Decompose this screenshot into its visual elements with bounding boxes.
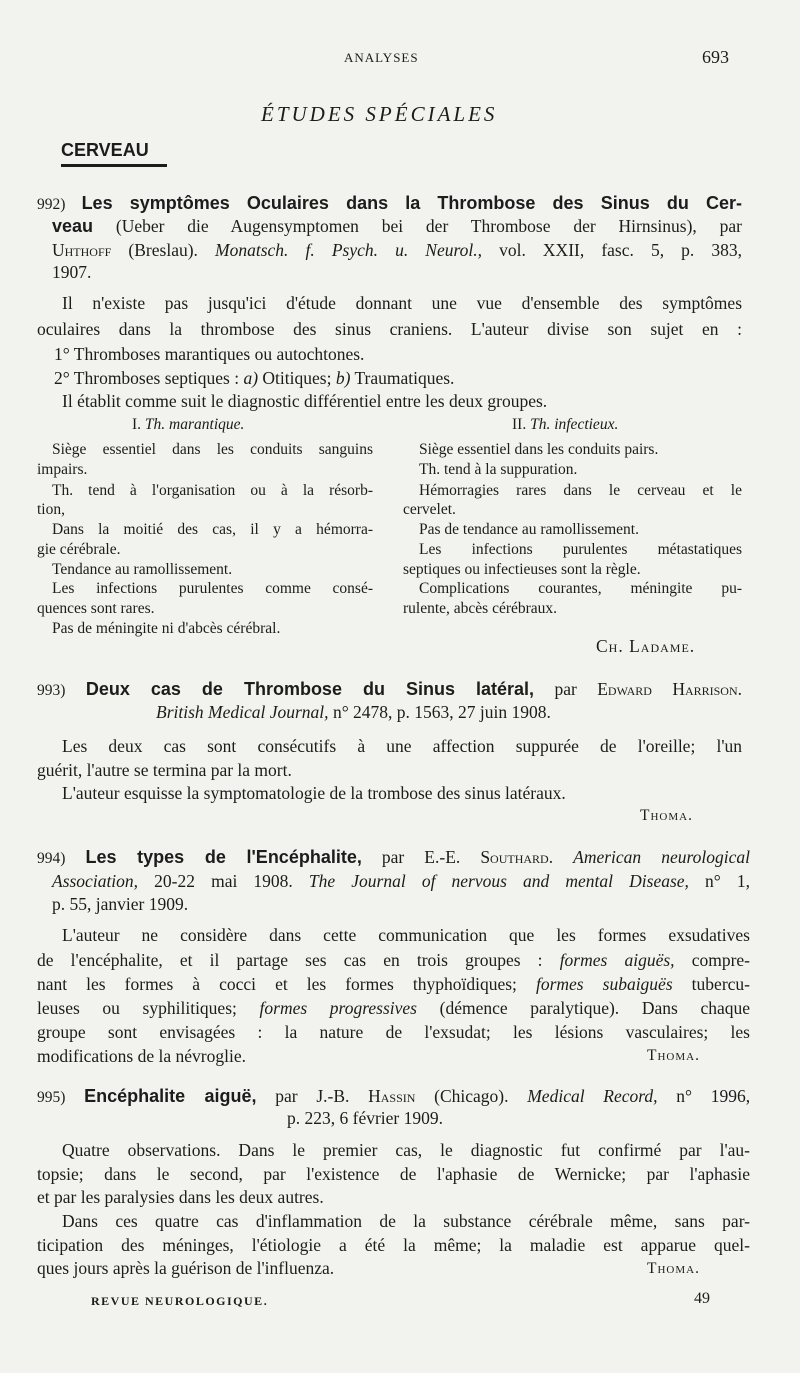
column-2-heading: II. Th. infectieux. [512,416,619,433]
article-995-text-line3: et par les paralysies dans les deux autres. [37,1187,324,1207]
column-2-line: Les infections purulentes métastatiques [419,541,742,558]
article-994-number: 994) [37,850,66,867]
footer-journal: REVUE NEUROLOGIQUE. [91,1294,269,1308]
running-title: ANALYSES [344,50,419,65]
article-994-journal: American neurological [573,847,751,867]
article-994-author: Southard. [480,847,554,867]
article-994-text-line3: nant les formes à cocci et les formes thyphoïdiques; formes subaiguës tubercu- [37,974,750,994]
article-994-title: Les types de l'Encéphalite, [85,847,362,867]
article-993-journal: British Medical Journal, [156,702,329,722]
column-1-line: Tendance au ramollissement. [52,561,233,578]
article-993-number: 993) [37,682,66,699]
column-1-heading: I. Th. marantique. [132,416,245,433]
footer-signature-mark: 49 [694,1290,710,1307]
column-2-line: Pas de tendance au ramollissement. [419,521,639,538]
column-1-line: gie cérébrale. [37,541,121,558]
article-995-text-line4: Dans ces quatre cas d'inflammation de la substance cérébrale même, sans par- [62,1211,750,1231]
column-2-line: cervelet. [403,501,456,518]
article-992-item-1: 1° Thromboses marantiques ou autochtones. [54,344,365,364]
column-1-line: Pas de méningite ni d'abcès cérébral. [52,620,281,637]
article-993-title: Deux cas de Thrombose du Sinus latéral, [85,679,535,699]
column-2-line: Hémorragies rares dans le cerveau et le [419,482,742,499]
article-993-text-line3: L'auteur esquisse la symptomatologie de la trombose des sinus latéraux. [62,783,566,803]
article-995-title-line: 995) Encéphalite aiguë, par J.-B. Hassin (Chicago). Medical Record, n° 1996, [37,1086,751,1106]
article-994-text-line5: groupe sont envisagées : la nature de l'exsudat; les lésions vasculaires; les [37,1022,750,1042]
subsection-underline [61,164,167,167]
section-title: ÉTUDES SPÉCIALES [261,102,498,126]
column-2-line: septiques ou infectieuses sont la règle. [403,561,641,578]
article-995-journal: Medical Record, [527,1086,658,1106]
article-992-intro-line1: Il n'existe pas jusqu'ici d'étude donnant une vue d'ensemble des symptômes [62,293,742,313]
article-993-signature: Thoma. [640,807,693,824]
column-2-line: Siège essentiel dans les conduits pairs. [419,441,659,458]
article-992-number: 992) [37,196,66,213]
column-2-line: Th. tend à la suppuration. [419,461,578,478]
article-993-text-line2: guérit, l'autre se termina par la mort. [37,760,292,780]
subsection-title: CERVEAU [61,140,149,160]
column-1-line: Th. tend à l'organisation ou à la résorb- [52,482,373,499]
column-1-line: quences sont rares. [37,600,155,617]
article-992-author: Uhthoff [52,240,112,260]
article-992-signature: Ch. Ladame. [596,636,696,656]
article-995-number: 995) [37,1089,66,1106]
article-992-title: Les symptômes Oculaires dans la Thrombose des Sinus du Cer- [81,193,742,213]
article-995-author: Hassin [368,1086,416,1106]
article-995-text-line5: ticipation des méninges, l'étiologie a été la même; la maladie est apparue quel- [37,1235,750,1255]
article-994-signature: Thoma. [647,1047,700,1064]
article-994-journal-2: The Journal of nervous and mental Disease, [308,871,689,891]
article-994-text-line6: modifications de la névroglie. [37,1046,246,1066]
article-992-title-line1 [37,193,742,214]
article-994-text-line4: leuses ou syphilitiques; formes progressives (démence paralytique). Dans chaque [37,998,750,1018]
column-1-line: Siège essentiel dans les conduits sanguins [52,441,373,458]
article-995-title: Encéphalite aiguë, [84,1086,257,1106]
column-2-line: rulente, abcès cérébraux. [403,600,558,617]
article-995-text-line2: topsie; dans le second, par l'existence de l'aphasie de Wernicke; par l'aphasie [37,1164,750,1184]
article-992-ref-line3: Uhthoff (Breslau). Monatsch. f. Psych. u. Neurol., vol. XXII, fasc. 5, p. 383, [52,240,743,260]
article-992-intro-line5: Il établit comme suit le diagnostic différentiel entre les deux groupes. [62,391,548,411]
article-994-ref-line2: Association, 20-22 mai 1908. The Journal of nervous and mental Disease, n° 1, [52,871,751,891]
article-994-ref-line3: p. 55, janvier 1909. [52,894,189,914]
article-995-text-line1: Quatre observations. Dans le premier cas, le diagnostic fut confirmé par l'au- [62,1140,750,1160]
article-993-title-line: 993) Deux cas de Thrombose du Sinus latéral, par Edward Harrison. [37,679,743,699]
article-994-title-line: 994) Les types de l'Encéphalite, par E.-E. Southard. American neurological [37,847,751,867]
article-995-text-line6: ques jours après la guérison de l'influenza. [37,1258,335,1278]
column-2-line: Complications courantes, méningite pu- [419,580,742,597]
article-992-item-2: 2° Thromboses septiques : a) Otitiques; b) Traumatiques. [54,368,455,388]
article-995-signature: Thoma. [647,1260,700,1277]
article-993-text-line1: Les deux cas sont consécutifs à une affection suppurée de l'oreille; l'un [62,736,742,756]
article-994-text-line2: de l'encéphalite, et il partage ses cas en trois groupes : formes aiguës, compre- [37,950,750,970]
article-992-ref-line2: veau (Ueber die Augensymptomen bei der Thrombose der Hirnsinus), par [52,216,742,236]
article-994-text-line1: L'auteur ne considère dans cette communication que les formes exsudatives [62,925,750,945]
article-992-year: 1907. [52,262,92,282]
column-1-line: tion, [37,501,65,518]
column-1-line: Les infections purulentes comme consé- [52,580,373,597]
article-995-ref-line2: p. 223, 6 février 1909. [287,1108,444,1128]
column-1-line: Dans la moitié des cas, il y a hémorra- [52,521,373,538]
article-992-journal: Monatsch. f. Psych. u. Neurol., [215,240,482,260]
column-1-line: impairs. [37,461,88,478]
article-993-ref-line: British Medical Journal, n° 2478, p. 1563, 27 juin 1908. [156,702,551,722]
article-992-intro-line2: oculaires dans la thrombose des sinus craniens. L'auteur divise son sujet en : [37,319,742,339]
article-993-author: Edward Harrison. [597,679,743,699]
page-number: 693 [702,47,729,67]
